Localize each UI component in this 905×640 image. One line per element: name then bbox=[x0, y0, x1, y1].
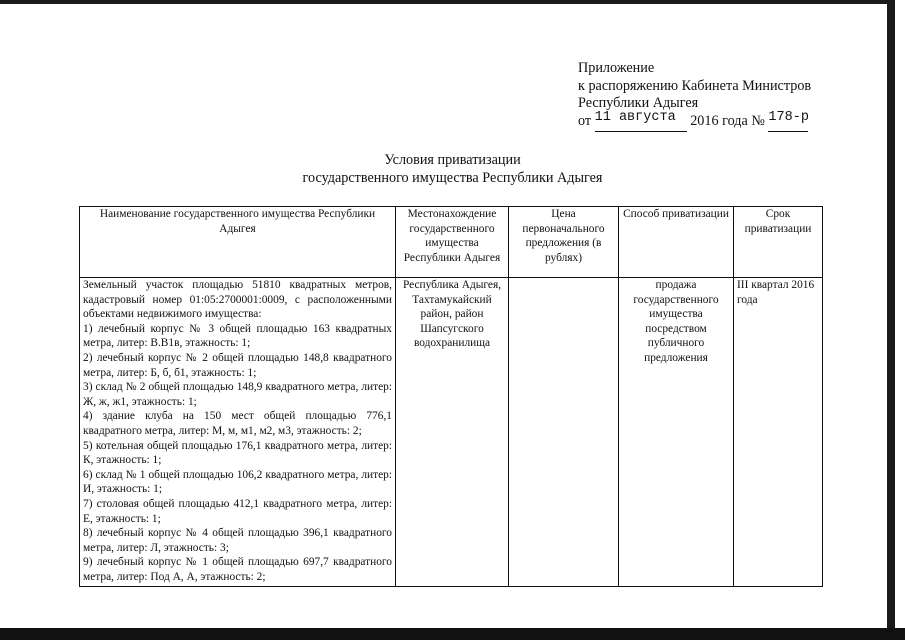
property-item-6: 6) склад № 1 общей площадью 106,2 квадратного метра, литер: И, этажность: 1; bbox=[83, 468, 392, 496]
date-handwritten: 11 августа bbox=[594, 109, 676, 125]
property-item-7: 7) столовая общей площадью 412,1 квадратного метра, литер: Е, этажность: 1; bbox=[83, 497, 392, 525]
location-cell: Республика Адыгея, Тахтамукайский район, район Шапсугского водохранилища bbox=[396, 278, 509, 587]
annex-date-line bbox=[578, 109, 811, 133]
term-cell: III квартал 2016 года bbox=[734, 278, 823, 587]
property-item-5: 5) котельная общей площадью 176,1 квадратного метра, литер: К, этажность: 1; bbox=[83, 439, 392, 467]
scan-border-bottom bbox=[0, 628, 905, 640]
table-row bbox=[80, 278, 823, 587]
annex-header bbox=[578, 60, 811, 132]
privatization-table bbox=[79, 206, 823, 587]
property-item-2: 2) лечебный корпус № 2 общей площадью 148,8 квадратного метра, литер: Б, б, б1, этажность: 1; bbox=[83, 351, 392, 379]
scan-border-right bbox=[887, 0, 895, 640]
document-title bbox=[0, 152, 905, 187]
property-item-3: 3) склад № 2 общей площадью 148,9 квадратного метра, литер: Ж, ж, ж1, этажность: 1; bbox=[83, 381, 392, 408]
property-item-8: 8) лечебный корпус № 4 общей площадью 396,1 квадратного метра, литер: Л, этажность: 3; bbox=[83, 527, 392, 554]
table-header-row bbox=[80, 207, 823, 278]
title-line-2: государственного имущества Республики Адыгея bbox=[302, 169, 603, 186]
annex-order-ref: к распоряжению Кабинета Министров bbox=[578, 77, 812, 94]
scan-border-top bbox=[0, 0, 905, 4]
header-method: Способ приватизации bbox=[619, 207, 734, 278]
title-line-1: Условия приватизации bbox=[384, 152, 521, 168]
date-year: 2016 года № bbox=[690, 112, 765, 129]
price-cell bbox=[509, 278, 619, 587]
property-land-plot: Земельный участок площадью 51810 квадратных метров, кадастровый номер 01:05:2700001:0009, с расположенными объектами недвижимого имущества: bbox=[83, 279, 392, 321]
scan-margin-right bbox=[895, 0, 905, 640]
property-item-9: 9) лечебный корпус № 1 общей площадью 697,7 квадратного метра, литер: Под А, А, этажность: 2; bbox=[83, 556, 392, 583]
header-initial-price: Цена первоначального предложения (в рублях) bbox=[509, 207, 619, 278]
header-property-name: Наименование государственного имущества Республики Адыгея bbox=[80, 207, 396, 278]
property-item-4: 4) здание клуба на 150 мест общей площадью 776,1 квадратного метра, литер: М, м, м1, м2, м3, этажность: 2; bbox=[83, 410, 392, 437]
date-prefix: от bbox=[578, 112, 592, 129]
header-term: Срок приватизации bbox=[734, 207, 823, 278]
annex-label: Приложение bbox=[578, 60, 655, 76]
number-blank bbox=[768, 109, 809, 133]
header-location: Местонахождение государственного имущества Республики Адыгея bbox=[396, 207, 509, 278]
annex-issuer: Республики Адыгея bbox=[578, 95, 699, 111]
method-cell: продажа государственного имущества посредством публичного предложения bbox=[619, 278, 734, 587]
date-blank bbox=[594, 109, 687, 133]
property-description-cell bbox=[80, 278, 396, 587]
property-item-1: 1) лечебный корпус № 3 общей площадью 163 квадратных метра, литер: В.В1в, этажность: 1; bbox=[83, 322, 392, 350]
order-number-handwritten: 178-р bbox=[768, 109, 809, 125]
